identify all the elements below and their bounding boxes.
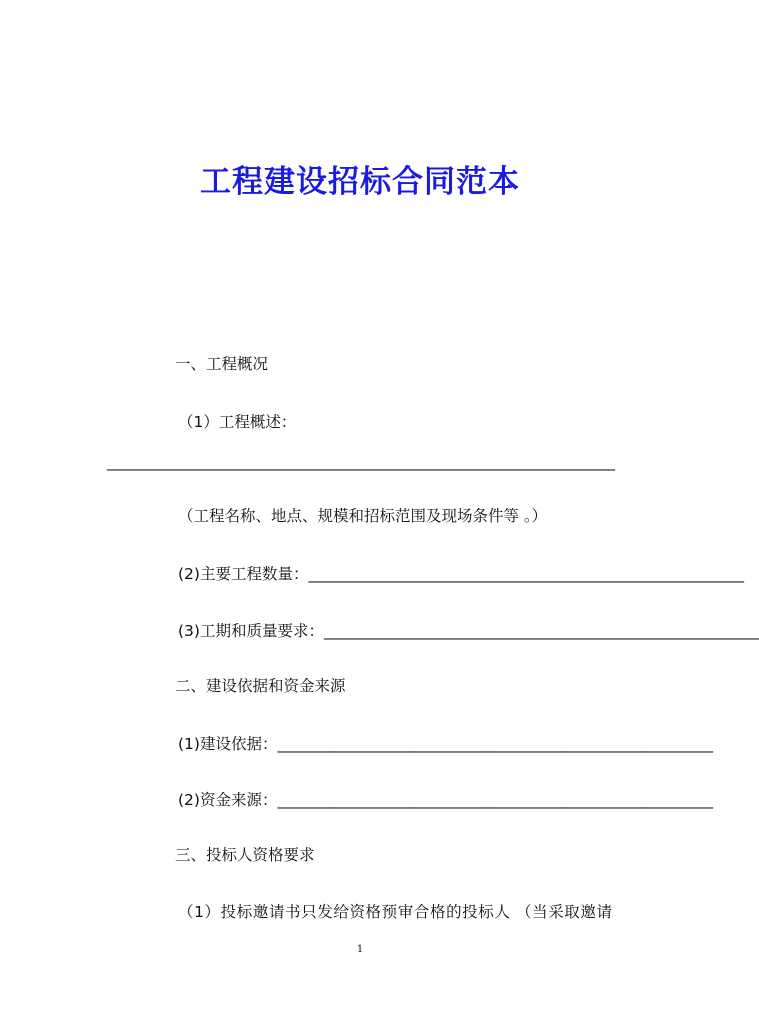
- field-label: (3)工期和质量要求：: [178, 622, 324, 640]
- item-invitation: （1）投标邀请书只发给资格预审合格的投标人 （当采取邀请: [178, 903, 613, 921]
- item-project-overview: （1）工程概述：: [178, 413, 297, 431]
- item-schedule-quality: [178, 621, 759, 641]
- field-label: (2)主要工程数量：: [178, 565, 309, 583]
- section-heading-1: 一、工程概况: [175, 355, 269, 373]
- blank-underscores: ____________________________________________________________: [277, 735, 713, 753]
- document-title: 工程建设招标合同范本: [200, 164, 520, 200]
- blank-underscores: ____________________________________________________________: [308, 565, 744, 583]
- page-number: 1: [356, 944, 364, 955]
- section-heading-2: 二、建设依据和资金来源: [175, 677, 346, 695]
- section-heading-3: 三、投标人资格要求: [175, 846, 315, 864]
- item-funding-source: [178, 790, 713, 810]
- field-label: (2)资金来源：: [178, 791, 278, 809]
- item-construction-basis: [178, 734, 713, 754]
- field-label: (1)建设依据：: [178, 735, 278, 753]
- overview-note: （工程名称、地点、规模和招标范围及现场条件等 。）: [178, 507, 548, 525]
- blank-underscores: ______________________________________________________________________: [107, 453, 615, 471]
- item-main-quantities: [178, 564, 744, 584]
- blank-line-overview: [107, 452, 615, 472]
- blank-underscores: ____________________________________________________________: [323, 622, 759, 640]
- blank-underscores: ____________________________________________________________: [277, 791, 713, 809]
